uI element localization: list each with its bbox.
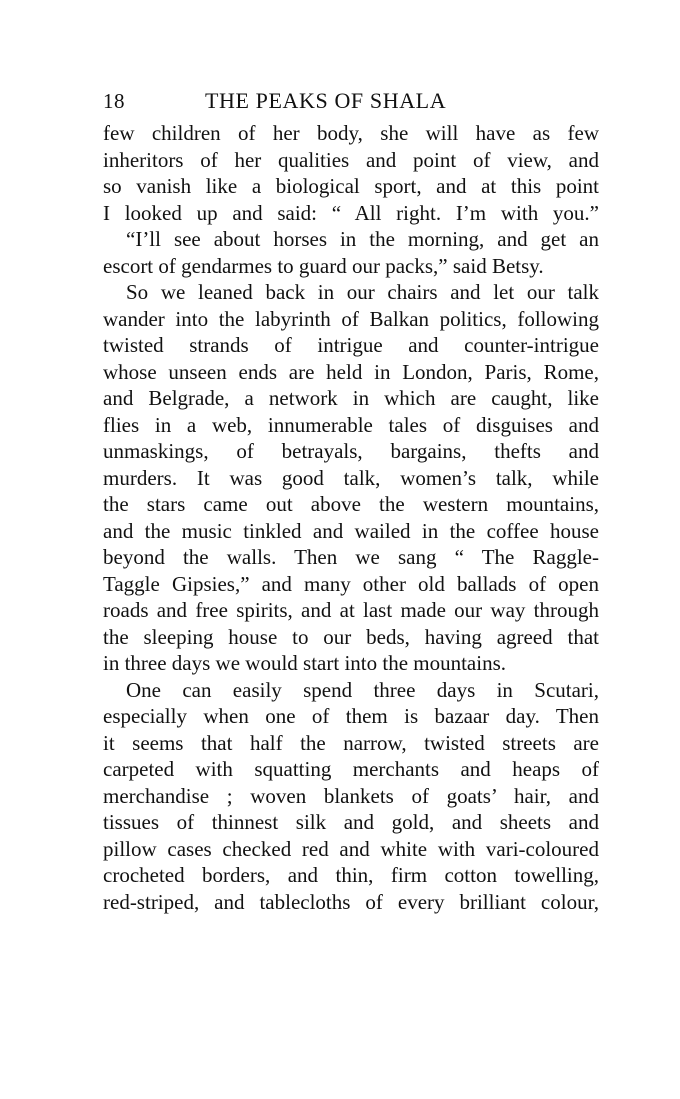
book-page [103, 86, 599, 915]
text-line: and Belgrade, a network in which are caught, like [103, 386, 599, 410]
text-line: murders. It was good talk, women’s talk, while [103, 465, 599, 490]
text-line: so vanish like a biological sport, and at this point [103, 174, 599, 198]
text-line: escort of gendarmes to guard our packs,” said Betsy. [103, 253, 544, 278]
running-title: THE PEAKS OF SHALA [205, 88, 447, 113]
text-line: in three days we would start into the mountains. [103, 651, 507, 675]
text-line: carpeted with squatting merchants and heaps of [103, 757, 599, 781]
text-line: I looked up and said: “ All right. I’m with you.” [103, 200, 599, 225]
text-line: crocheted borders, and thin, firm cotton towelling, [103, 863, 599, 887]
text-line: it seems that half the narrow, twisted streets are [103, 730, 599, 755]
text-line: roads and free spirits, and at last made our way through [103, 598, 599, 622]
text-line: One can easily spend three days in Scutari, [126, 677, 599, 702]
text-line: few children of her body, she will have as few [103, 121, 599, 145]
text-line: pillow cases checked red and white with vari-coloured [103, 836, 599, 861]
text-line: flies in a web, innumerable tales of disguises and [103, 412, 599, 437]
text-line: the sleeping house to our beds, having agreed that [103, 624, 599, 649]
text-line: wander into the labyrinth of Balkan politics, following [103, 306, 599, 331]
text-line: “I’ll see about horses in the morning, and get an [126, 227, 599, 251]
running-head [103, 86, 599, 116]
text-line: Taggle Gipsies,” and many other old ballads of open [103, 571, 599, 596]
text-line: beyond the walls. Then we sang “ The Raggle- [103, 545, 599, 569]
text-line: whose unseen ends are held in London, Paris, Rome, [103, 359, 599, 384]
text-line: tissues of thinnest silk and gold, and sheets and [103, 810, 599, 834]
page-number: 18 [103, 89, 125, 113]
text-line: and the music tinkled and wailed in the coffee house [103, 518, 599, 543]
text-line: the stars came out above the western mountains, [103, 492, 599, 516]
text-line: merchandise ; woven blankets of goats’ hair, and [103, 783, 599, 808]
body-text [103, 120, 599, 915]
text-line: especially when one of them is bazaar day. Then [103, 704, 599, 728]
text-line: inheritors of her qualities and point of view, and [103, 147, 599, 172]
text-line: So we leaned back in our chairs and let our talk [126, 280, 599, 304]
text-line: twisted strands of intrigue and counter-intrigue [103, 333, 599, 357]
text-line: red-striped, and tablecloths of every brilliant colour, [103, 889, 599, 914]
text-line: unmaskings, of betrayals, bargains, thefts and [103, 439, 599, 463]
